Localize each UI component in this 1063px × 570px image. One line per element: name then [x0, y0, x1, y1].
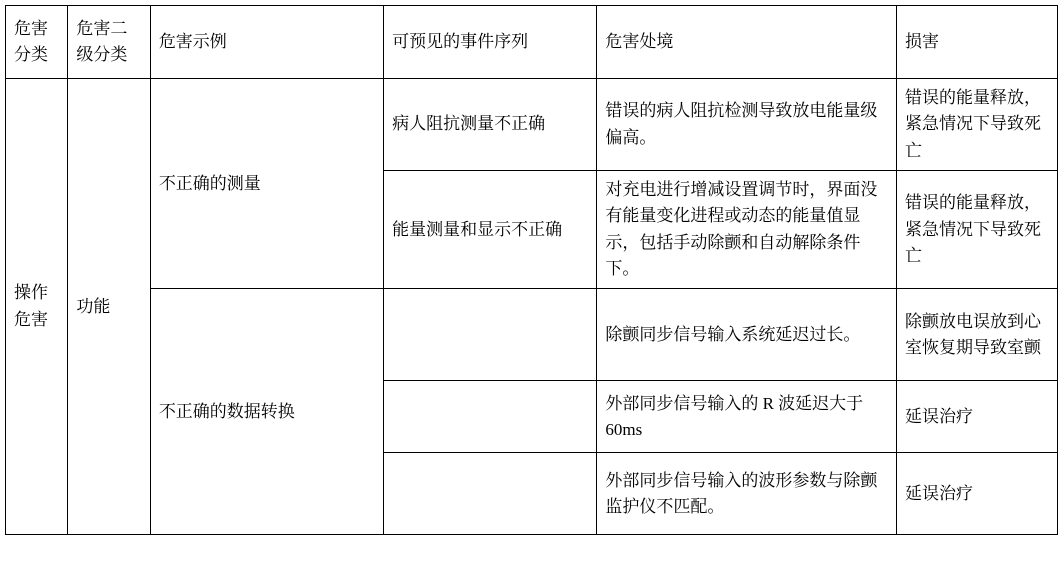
cell-event-sequence: 病人阻抗测量不正确: [384, 79, 597, 171]
cell-event-sequence: 能量测量和显示不正确: [384, 171, 597, 289]
cell-event-sequence: [384, 381, 597, 453]
category-line-2: 危害: [14, 309, 48, 329]
hazard-analysis-table: [5, 5, 1058, 535]
header-line-2: 级分类: [76, 45, 128, 64]
cell-hazard-subcategory: 功能: [68, 79, 150, 535]
cell-harm: 错误的能量释放，紧急情况下导致死亡: [897, 171, 1058, 289]
cell-hazard-example: 不正确的数据转换: [150, 289, 383, 535]
cell-hazardous-situation: 除颤同步信号输入系统延迟过长。: [597, 289, 897, 381]
cell-hazardous-situation: 对充电进行增减设置调节时，界面没有能量变化进程或动态的能量值显示，包括手动除颤和自动解除条件下。: [597, 171, 897, 289]
cell-hazardous-situation: 外部同步信号输入的波形参数与除颤监护仪不匹配。: [597, 453, 897, 535]
cell-hazard-category: [6, 79, 68, 535]
cell-event-sequence: [384, 289, 597, 381]
cell-harm: 延误治疗: [897, 453, 1058, 535]
cell-harm: 除颤放电误放到心室恢复期导致室颤: [897, 289, 1058, 381]
header-line-1: 危害二: [76, 18, 128, 38]
cell-event-sequence: [384, 453, 597, 535]
column-header-hazardous-situation: 危害处境: [597, 6, 897, 79]
cell-hazardous-situation: 错误的病人阻抗检测导致放电能量级偏高。: [597, 79, 897, 171]
cell-hazardous-situation: 外部同步信号输入的 R 波延迟大于 60ms: [597, 381, 897, 453]
column-header-hazard-subcategory: [68, 6, 150, 79]
cell-harm: 延误治疗: [897, 381, 1058, 453]
column-header-hazard-category: [6, 6, 68, 79]
category-line-1: 操作: [14, 283, 48, 303]
column-header-harm: 损害: [897, 6, 1058, 79]
table-row: [6, 79, 1058, 171]
table-row: [6, 289, 1058, 381]
header-line-2: 分类: [14, 45, 48, 64]
document-page: [0, 5, 1063, 570]
cell-harm: 错误的能量释放，紧急情况下导致死亡: [897, 79, 1058, 171]
cell-hazard-example: 不正确的测量: [150, 79, 383, 289]
column-header-hazard-example: 危害示例: [150, 6, 383, 79]
table-header: [6, 6, 1058, 79]
table-body: [6, 79, 1058, 535]
column-header-event-sequence: 可预见的事件序列: [384, 6, 597, 79]
header-line-1: 危害: [14, 18, 48, 38]
header-row: [6, 6, 1058, 79]
